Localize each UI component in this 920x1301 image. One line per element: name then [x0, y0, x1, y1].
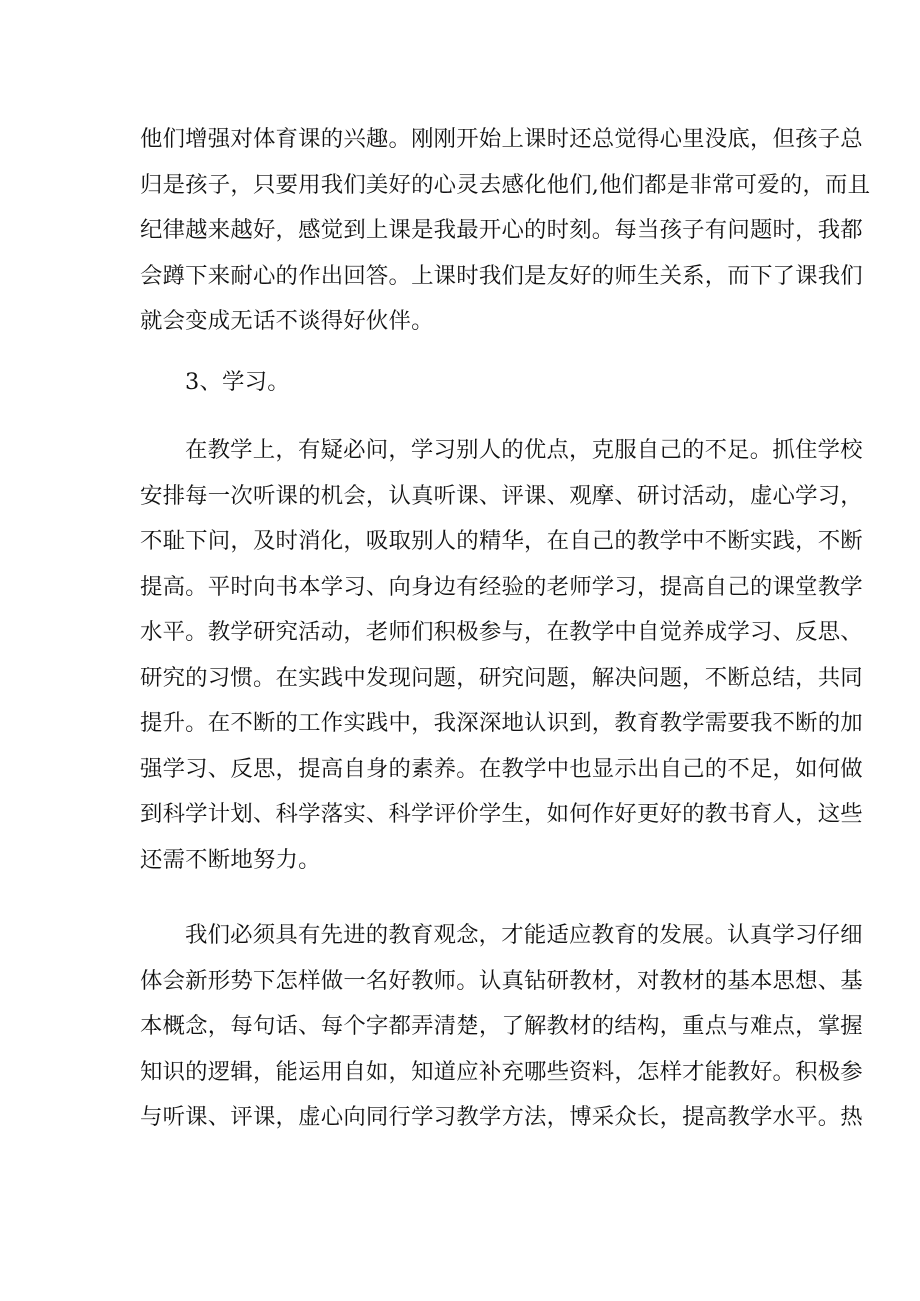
paragraph-line: 与听课、评课，虚心向同行学习教学方法，博采众长，提高教学水平。热	[140, 1104, 863, 1130]
paragraph-line: 水平。教学研究活动，老师们积极参与，在教学中自觉养成学习、反思、	[140, 619, 863, 645]
paragraph-line: 提升。在不断的工作实践中，我深深地认识到，教育教学需要我不断的加	[140, 710, 863, 736]
paragraph-line: 安排每一次听课的机会，认真听课、评课、观摩、研讨活动，虚心学习，	[140, 482, 863, 509]
paragraph-line: 到科学计划、科学落实、科学评价学生，如何作好更好的教书育人，这些	[140, 801, 863, 827]
paragraph-line: 本概念，每句话、每个字都弄清楚，了解教材的结构，重点与难点，掌握	[140, 1013, 863, 1039]
paragraph-line: 会蹲下来耐心的作出回答。上课时我们是友好的师生关系，而下了课我们	[140, 262, 863, 289]
paragraph-line: 提高。平时向书本学习、向身边有经验的老师学习，提高自己的课堂教学	[140, 573, 863, 600]
paragraph-line: 就会变成无话不谈得好伙伴。	[140, 308, 434, 334]
section-heading-study	[140, 360, 790, 406]
paragraph-line: 强学习、反思，提高自身的素养。在教学中也显示出自己的不足，如何做	[140, 755, 863, 782]
paragraph-line: 我们必须具有先进的教育观念，才能适应教育的发展。认真学习仔细	[185, 922, 863, 948]
paragraph-line: 在教学上，有疑必问，学习别人的优点，克服自己的不足。抓住学校	[185, 437, 863, 463]
paragraph-student-interest	[140, 117, 871, 345]
paragraph-education-concepts	[140, 913, 863, 1141]
paragraph-line: 归是孩子，只要用我们美好的心灵去感化他们,他们都是非常可爱的，而且	[140, 171, 871, 198]
section-heading-text: 3、学习。	[185, 369, 290, 395]
paragraph-line: 体会新形势下怎样做一名好教师。认真钻研教材，对教材的基本思想、基	[140, 967, 863, 994]
paragraph-line: 他们增强对体育课的兴趣。刚刚开始上课时还总觉得心里没底，但孩子总	[140, 126, 863, 152]
paragraph-line: 知识的逻辑，能运用自如，知道应补充哪些资料，怎样才能教好。积极参	[140, 1058, 863, 1085]
paragraph-teaching-study	[140, 428, 863, 883]
paragraph-line: 还需不断地努力。	[140, 846, 321, 873]
paragraph-line: 纪律越来越好，感觉到上课是我最开心的时刻。每当孩子有问题时，我都	[140, 217, 863, 243]
paragraph-line: 研究的习惯。在实践中发现问题，研究问题，解决问题，不断总结，共同	[140, 664, 863, 691]
paragraph-line: 不耻下问，及时消化，吸取别人的精华，在自己的教学中不断实践，不断	[140, 528, 863, 554]
